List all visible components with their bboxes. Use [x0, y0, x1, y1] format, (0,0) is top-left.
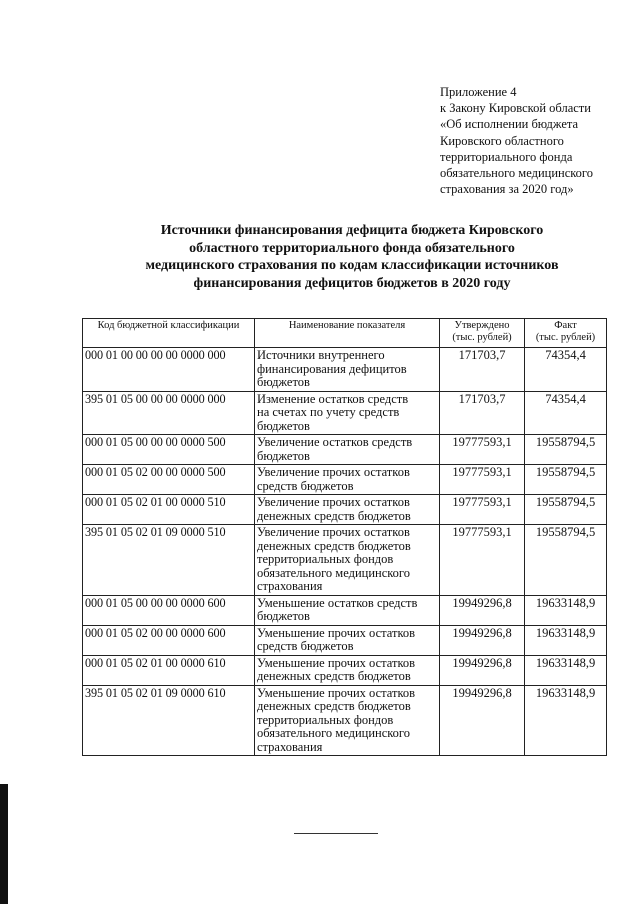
cell-name-line: Источники внутреннего	[257, 348, 385, 362]
cell-name-line: страхования	[257, 739, 323, 754]
table-header-row	[83, 319, 607, 348]
table-row	[83, 685, 607, 756]
cell-code: 000 01 05 02 01 00 0000 610	[83, 655, 255, 685]
cell-approved: 19777593,1	[440, 435, 525, 465]
cell-name-line: обязательного медицинского	[257, 565, 411, 580]
cell-name-line: территориальных фондов	[257, 552, 394, 566]
cell-approved: 19949296,8	[440, 655, 525, 685]
cell-name-line: Увеличение остатков средств	[257, 435, 413, 449]
cell-name-line: бюджетов	[257, 418, 310, 433]
cell-name-line: на счетах по учету средств	[257, 405, 400, 419]
cell-name	[255, 685, 440, 756]
cell-name-line: Уменьшение прочих остатков	[257, 685, 416, 700]
cell-name-line: средств бюджетов	[257, 639, 354, 653]
header-approved-line: Утверждено	[454, 320, 510, 331]
cell-name-line: Увеличение прочих остатков	[257, 465, 410, 479]
cell-name	[255, 525, 440, 596]
cell-name-line: Увеличение прочих остатков	[257, 525, 410, 539]
end-divider	[294, 833, 378, 834]
cell-name-line: денежных средств бюджетов	[257, 538, 411, 553]
header-code	[83, 319, 255, 348]
cell-fact: 19558794,5	[525, 435, 607, 465]
appendix-line: к Закону Кировской области	[440, 101, 591, 116]
cell-name-line: денежных средств бюджетов	[257, 699, 411, 713]
cell-name	[255, 495, 440, 525]
cell-name	[255, 595, 440, 625]
cell-code: 000 01 05 02 00 00 0000 500	[83, 465, 255, 495]
cell-approved: 19949296,8	[440, 625, 525, 655]
title-line: медицинского страхования по кодам классификации источников	[145, 258, 559, 273]
cell-name	[255, 625, 440, 655]
cell-code: 000 01 05 02 01 00 0000 510	[83, 495, 255, 525]
cell-fact: 74354,4	[525, 391, 607, 435]
cell-approved: 171703,7	[440, 348, 525, 392]
cell-approved: 171703,7	[440, 391, 525, 435]
title-line: областного территориального фонда обязательного	[189, 240, 515, 256]
cell-name-line: Изменение остатков средств	[257, 391, 409, 406]
cell-name-line: бюджетов	[257, 448, 310, 463]
scan-edge-bar	[0, 784, 8, 904]
appendix-line: Приложение 4	[440, 85, 517, 99]
cell-name	[255, 655, 440, 685]
header-name-label: Наименование показателя	[288, 320, 406, 331]
cell-fact: 19558794,5	[525, 495, 607, 525]
header-fact-unit: (тыс. рублей)	[535, 332, 596, 343]
cell-name-line: страхования	[257, 579, 323, 593]
cell-name-line: денежных средств бюджетов	[257, 669, 411, 683]
cell-name-line: бюджетов	[257, 609, 310, 623]
header-fact-line: Факт	[554, 320, 577, 331]
cell-code: 000 01 05 00 00 00 0000 600	[83, 595, 255, 625]
table-row	[83, 391, 607, 435]
cell-name-line: средств бюджетов	[257, 478, 354, 493]
cell-name-line: бюджетов	[257, 375, 310, 389]
cell-approved: 19777593,1	[440, 465, 525, 495]
appendix-note	[440, 84, 630, 197]
header-code-label: Код бюджетной классификации	[97, 320, 240, 331]
title-line: финансирования дефицитов бюджетов в 2020 году	[193, 275, 511, 291]
budget-sources-table	[82, 318, 607, 756]
header-approved	[440, 319, 525, 348]
appendix-line: Кировского областного	[440, 133, 564, 148]
cell-fact: 19633148,9	[525, 595, 607, 625]
table-row	[83, 465, 607, 495]
cell-fact: 74354,4	[525, 348, 607, 392]
cell-approved: 19949296,8	[440, 595, 525, 625]
table-row	[83, 595, 607, 625]
title-line: Источники финансирования дефицита бюджета Кировского	[160, 223, 544, 238]
header-fact	[525, 319, 607, 348]
cell-fact: 19633148,9	[525, 685, 607, 756]
appendix-line: страхования за 2020 год»	[440, 182, 574, 197]
appendix-line: обязательного медицинского	[440, 166, 594, 181]
table-row	[83, 495, 607, 525]
cell-fact: 19633148,9	[525, 655, 607, 685]
cell-name	[255, 435, 440, 465]
cell-name	[255, 391, 440, 435]
cell-code: 395 01 05 00 00 00 0000 000	[83, 391, 255, 435]
cell-name-line: финансирования дефицитов	[257, 361, 407, 376]
cell-approved: 19777593,1	[440, 495, 525, 525]
table-row	[83, 625, 607, 655]
cell-fact: 19558794,5	[525, 525, 607, 596]
cell-fact: 19558794,5	[525, 465, 607, 495]
cell-approved: 19949296,8	[440, 685, 525, 756]
header-name	[255, 319, 440, 348]
table-row	[83, 655, 607, 685]
cell-name	[255, 348, 440, 392]
cell-name-line: Уменьшение остатков средств	[257, 595, 418, 610]
appendix-line: «Об исполнении бюджета	[440, 117, 579, 132]
cell-code: 000 01 05 00 00 00 0000 500	[83, 435, 255, 465]
cell-code: 395 01 05 02 01 09 0000 610	[83, 685, 255, 756]
cell-name-line: Увеличение прочих остатков	[257, 495, 410, 509]
table-row	[83, 525, 607, 596]
appendix-line: территориального фонда	[440, 149, 573, 164]
cell-code: 000 01 00 00 00 00 0000 000	[83, 348, 255, 392]
cell-name-line: Уменьшение прочих остатков	[257, 655, 416, 670]
cell-name-line: обязательного медицинского	[257, 726, 411, 740]
cell-fact: 19633148,9	[525, 625, 607, 655]
cell-name-line: Уменьшение прочих остатков	[257, 625, 416, 640]
table-row	[83, 348, 607, 392]
cell-approved: 19777593,1	[440, 525, 525, 596]
header-approved-unit: (тыс. рублей)	[452, 332, 512, 343]
cell-code: 000 01 05 02 00 00 0000 600	[83, 625, 255, 655]
cell-code: 395 01 05 02 01 09 0000 510	[83, 525, 255, 596]
cell-name-line: денежных средств бюджетов	[257, 508, 411, 523]
table-row	[83, 435, 607, 465]
document-title	[112, 222, 592, 292]
cell-name	[255, 465, 440, 495]
cell-name-line: территориальных фондов	[257, 712, 394, 727]
